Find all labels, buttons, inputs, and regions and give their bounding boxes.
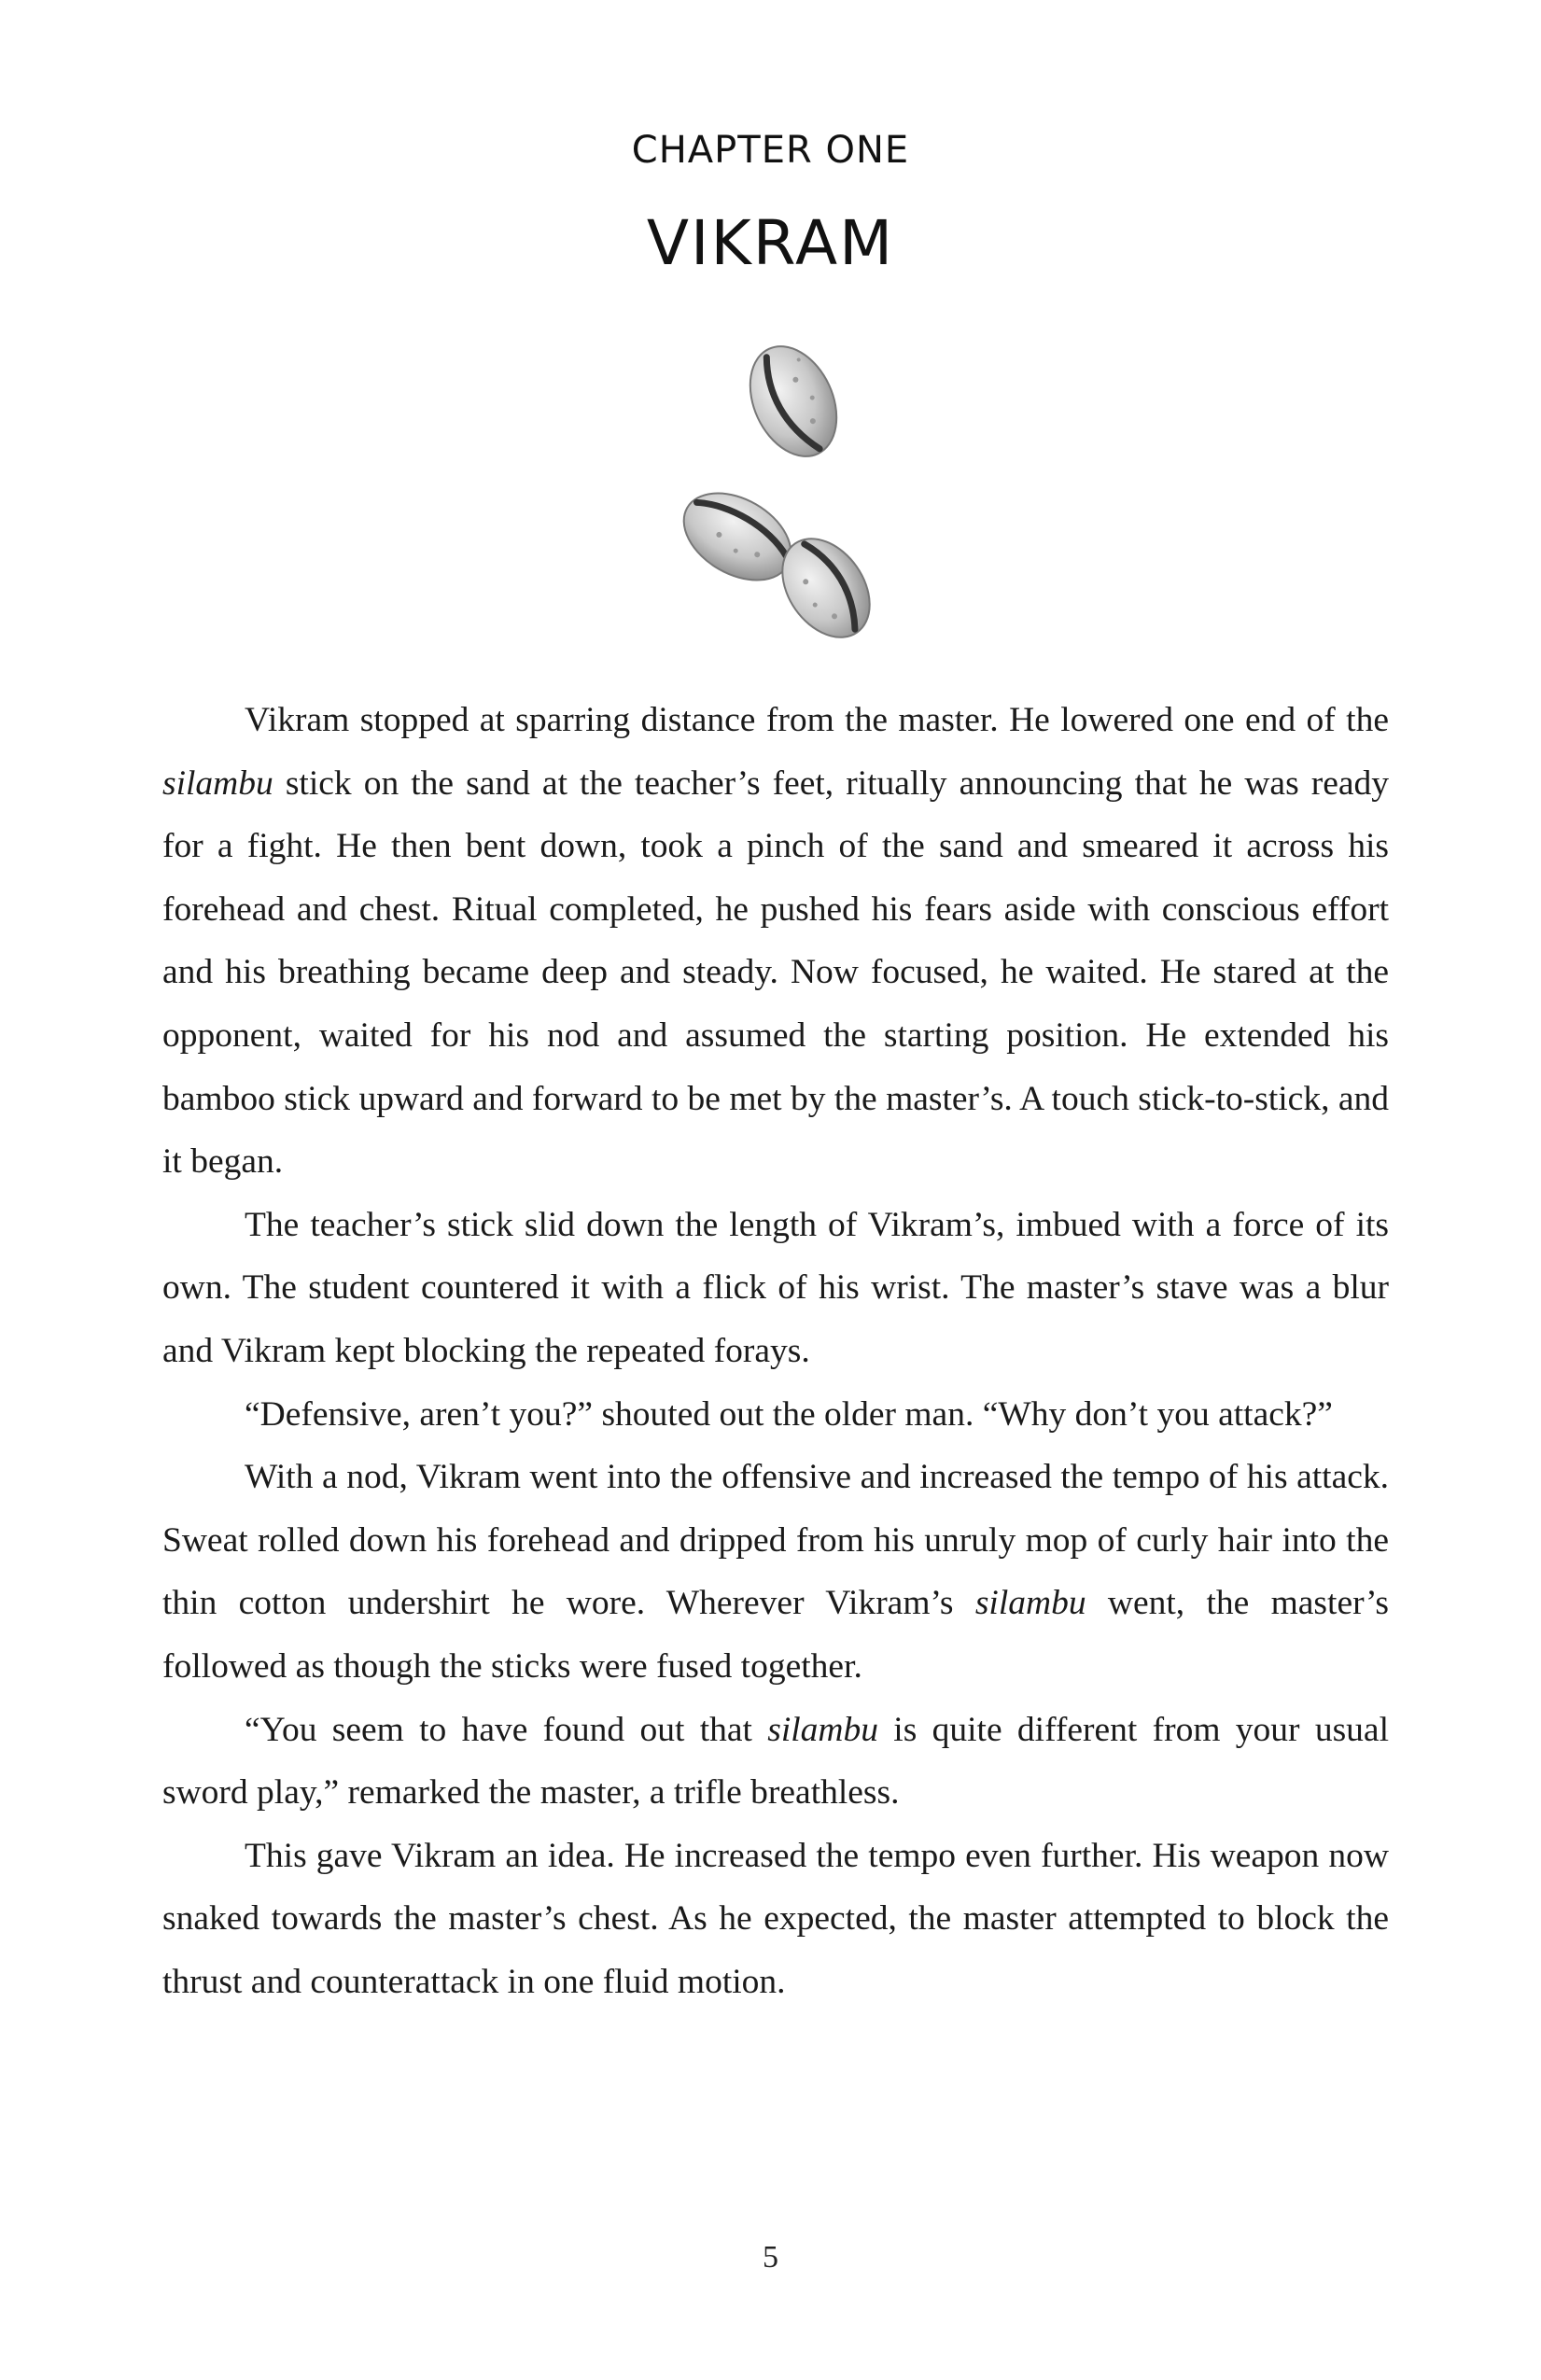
cowrie-shells-icon (653, 327, 896, 663)
paragraph (162, 689, 1389, 1194)
text-run: is quite different from your usual sword play,” remarked the master, a trifle breathless. (162, 1710, 1389, 1813)
paragraph (162, 1383, 1389, 1447)
cowrie-shell-icon (734, 332, 854, 470)
text-run: This gave Vikram an idea. He increased the tempo even further. His weapon now snaked towards the master’s chest. As he expected, the master attempted to block the thrust and counterattack in one fluid motion. (162, 1836, 1389, 2001)
text-run: “You seem to have found out that (245, 1710, 768, 1749)
text-run: The teacher’s stick slid down the length of Vikram’s, imbued with a force of its own. The student countered it with a flick of his wrist. The master’s stave was a blur and Vikram kept blocking the repeated forays. (162, 1205, 1389, 1370)
text-run: stick on the sand at the teacher’s feet, ritually announcing that he was ready for a fight. He then bent down, took a pinch of the sand and smeared it across his forehead and chest. Ritual completed, he pushed his fears aside with conscious effort and his breathing became deep and steady. Now focused, he waited. He stared at the opponent, waited for his nod and assumed the starting position. He extended his bamboo stick upward and forward to be met by the master’s. A touch stick-to-stick, and it began. (162, 763, 1389, 1182)
italic-term: silambu (162, 763, 273, 803)
italic-term: silambu (974, 1584, 1086, 1623)
italic-term: silambu (767, 1710, 878, 1749)
page-number: 5 (763, 2240, 778, 2275)
body-text (162, 689, 1389, 2013)
text-run: With a nod, Vikram went into the offensive and increased the tempo of his attack. Sweat rolled down his forehead and dripped from his unruly mop of curly hair into the thin cotton undershirt he wore. Wherever Vikram’s (162, 1458, 1389, 1623)
text-run: went, the master’s followed as though the sticks were fused together. (162, 1584, 1389, 1686)
paragraph (162, 1446, 1389, 1698)
chapter-label: CHAPTER ONE (631, 129, 910, 172)
text-run: “Defensive, aren’t you?” shouted out the older man. “Why don’t you attack?” (245, 1394, 1333, 1434)
paragraph (162, 1699, 1389, 1825)
paragraph (162, 1194, 1389, 1383)
chapter-title: VIKRAM (646, 207, 895, 279)
paragraph (162, 1825, 1389, 2014)
text-run: Vikram stopped at sparring distance from the master. He lowered one end of the (245, 701, 1389, 739)
